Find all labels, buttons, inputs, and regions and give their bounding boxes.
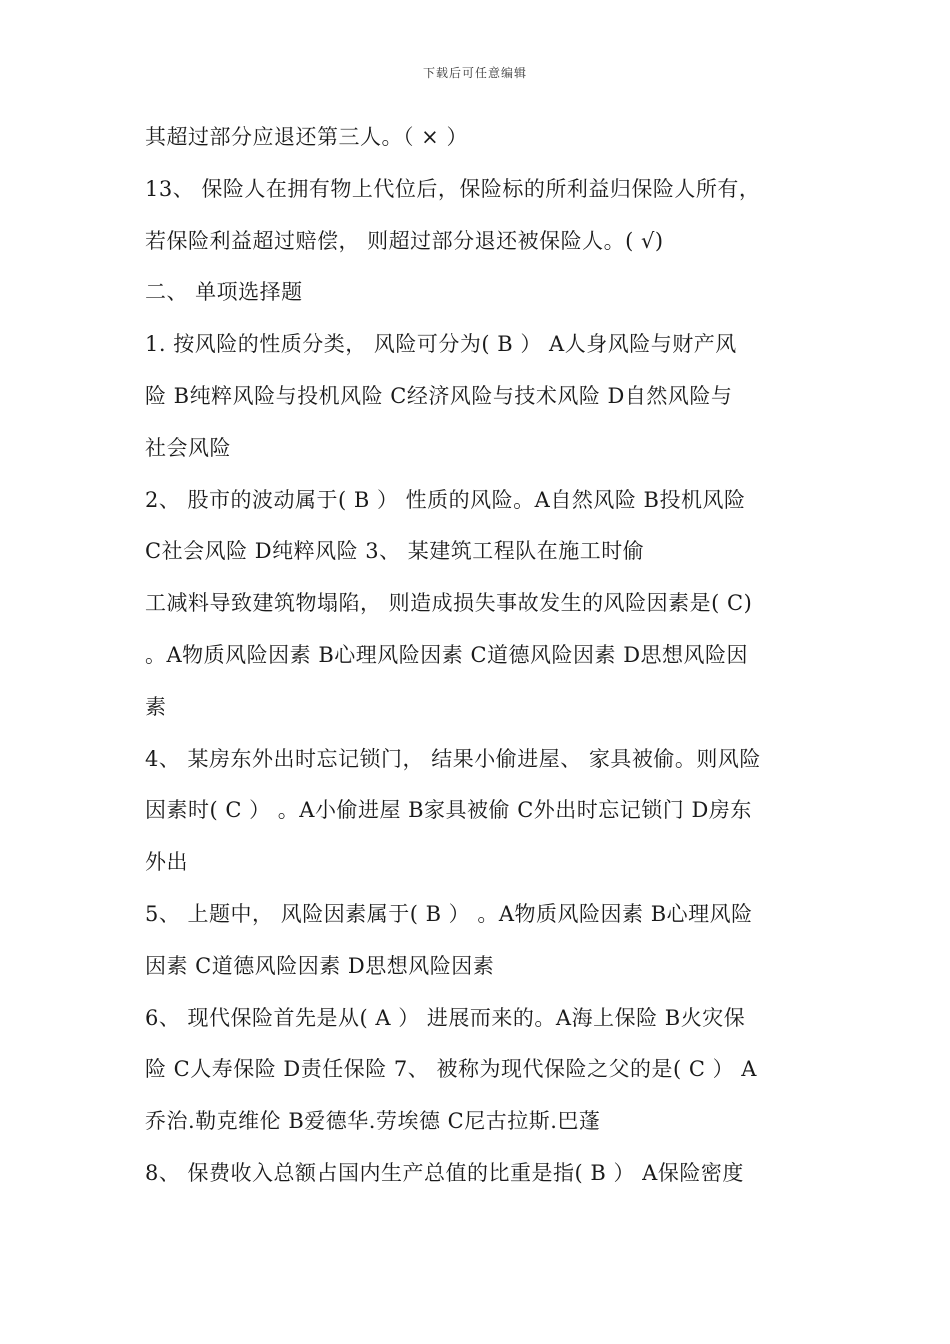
text-line: 其超过部分应退还第三人。（ × ） (145, 125, 468, 149)
text-line: 因素时( C ） 。A小偷进屋 B家具被偷 C外出时忘记锁门 D房东 (145, 798, 752, 823)
text-line: 8、 保费收入总额占国内生产总值的比重是指( B ） A保险密度 (145, 1160, 744, 1185)
text-line: 5、 上题中， 风险因素属于( B ） 。A物质风险因素 B心理风险 (145, 901, 753, 926)
text-line: 乔治.勒克维伦 B爱德华.劳埃德 C尼古拉斯.巴蓬 (145, 1109, 601, 1134)
text-line: 若保险利益超过赔偿， 则超过部分退还被保险人。( √) (145, 228, 664, 253)
text-line: 工减料导致建筑物塌陷， 则造成损失事故发生的风险因素是( C) (145, 591, 753, 616)
text-line: 4、 某房东外出时忘记锁门， 结果小偷进屋、 家具被偷。则风险 (145, 746, 761, 771)
section-heading: 二、 单项选择题 (145, 280, 303, 305)
page-header: 下载后可任意编辑 (422, 66, 527, 80)
text-line: 13、 保险人在拥有物上代位后，保险标的所利益归保险人所有， (145, 176, 761, 201)
text-line: 社会风险 (145, 435, 231, 460)
text-line: 2、 股市的波动属于( B ） 性质的风险。A自然风险 B投机风险 (145, 487, 746, 512)
text-line: 因素 C道德风险因素 D思想风险因素 (145, 953, 495, 978)
text-line: C社会风险 D纯粹风险 3、 某建筑工程队在施工时偷 (145, 539, 645, 564)
text-line: 素 (145, 694, 167, 719)
text-line: 险 C人寿保险 D责任保险 7、 被称为现代保险之父的是( C ） A (145, 1057, 757, 1082)
text-line: 。A物质风险因素 B心理风险因素 C道德风险因素 D思想风险因 (145, 642, 749, 667)
text-line: 1. 按风险的性质分类， 风险可分为( B ） A人身风险与财产风 (145, 332, 737, 357)
text-line: 6、 现代保险首先是从( A ） 进展而来的。A海上保险 B火灾保 (145, 1005, 746, 1030)
document-body (145, 112, 825, 1200)
text-line: 外出 (145, 850, 188, 875)
text-line: 险 B纯粹风险与投机风险 C经济风险与技术风险 D自然风险与 (145, 383, 733, 408)
